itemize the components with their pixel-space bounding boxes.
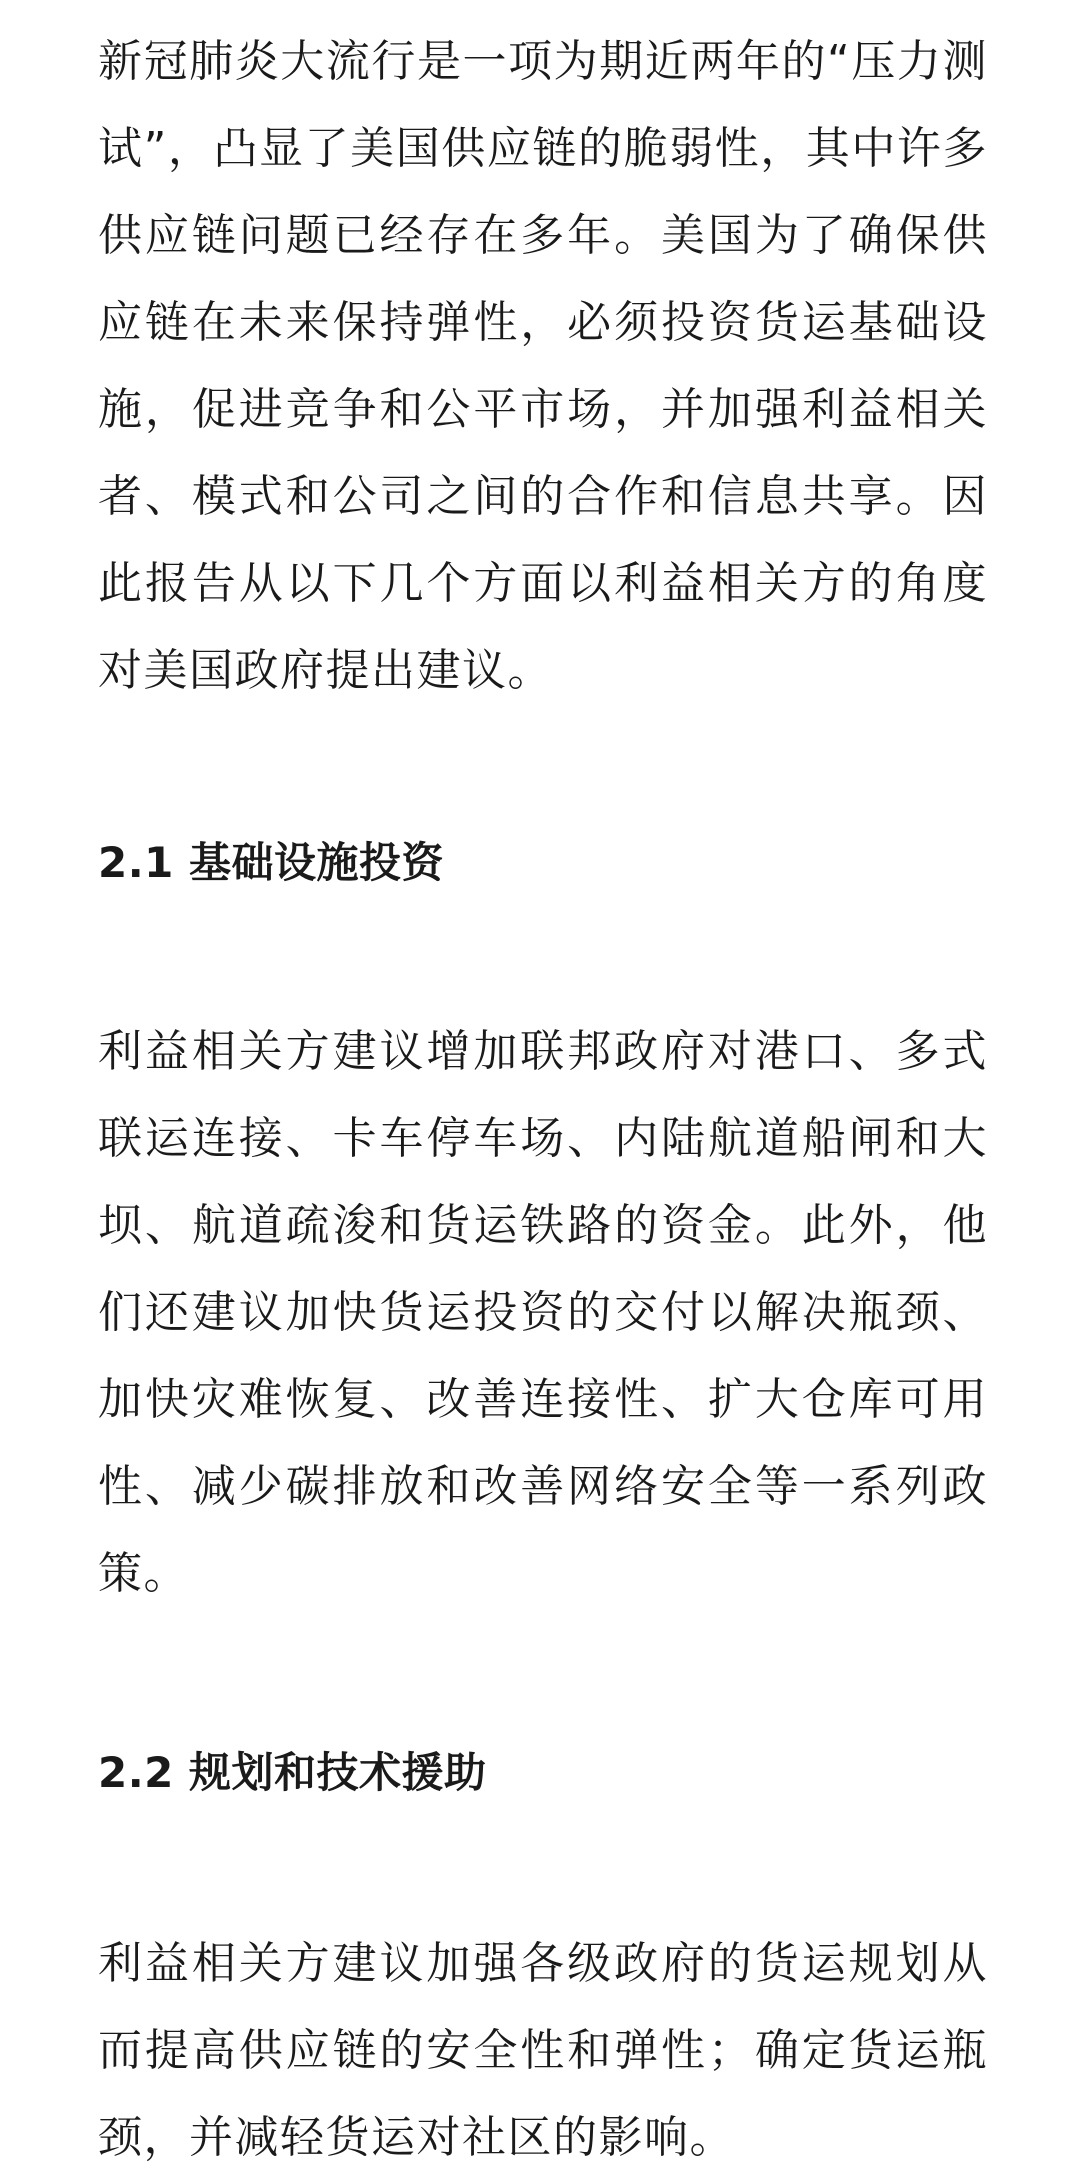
section-heading-planning: 2.2 规划和技术援助 xyxy=(98,1748,487,1797)
article xyxy=(98,18,988,2181)
section-heading-infrastructure: 2.1 基础设施投资 xyxy=(98,838,445,887)
section-paragraph-planning: 利益相关方建议加强各级政府的货运规划从而提高供应链的安全性和弹性；确定货运瓶颈，并减轻货运对社区的影响。 xyxy=(98,1938,988,2163)
section-paragraph-infrastructure: 利益相关方建议增加联邦政府对港口、多式联运连接、卡车停车场、内陆航道船闸和大坝、航道疏浚和货运铁路的资金。此外，他们还建议加快货运投资的交付以解决瓶颈、加快灾难恢复、改善连接性、扩大仓库可用性、减少碳排放和改善网络安全等一系列政策。 xyxy=(98,1026,988,1599)
intro-paragraph: 新冠肺炎大流行是一项为期近两年的“压力测试”，凸显了美国供应链的脆弱性，其中许多供应链问题已经存在多年。美国为了确保供应链在未来保持弹性，必须投资货运基础设施，促进竞争和公平市场，并加强利益相关者、模式和公司之间的合作和信息共享。因此报告从以下几个方面以利益相关方的角度对美国政府提出建议。 xyxy=(98,36,988,696)
